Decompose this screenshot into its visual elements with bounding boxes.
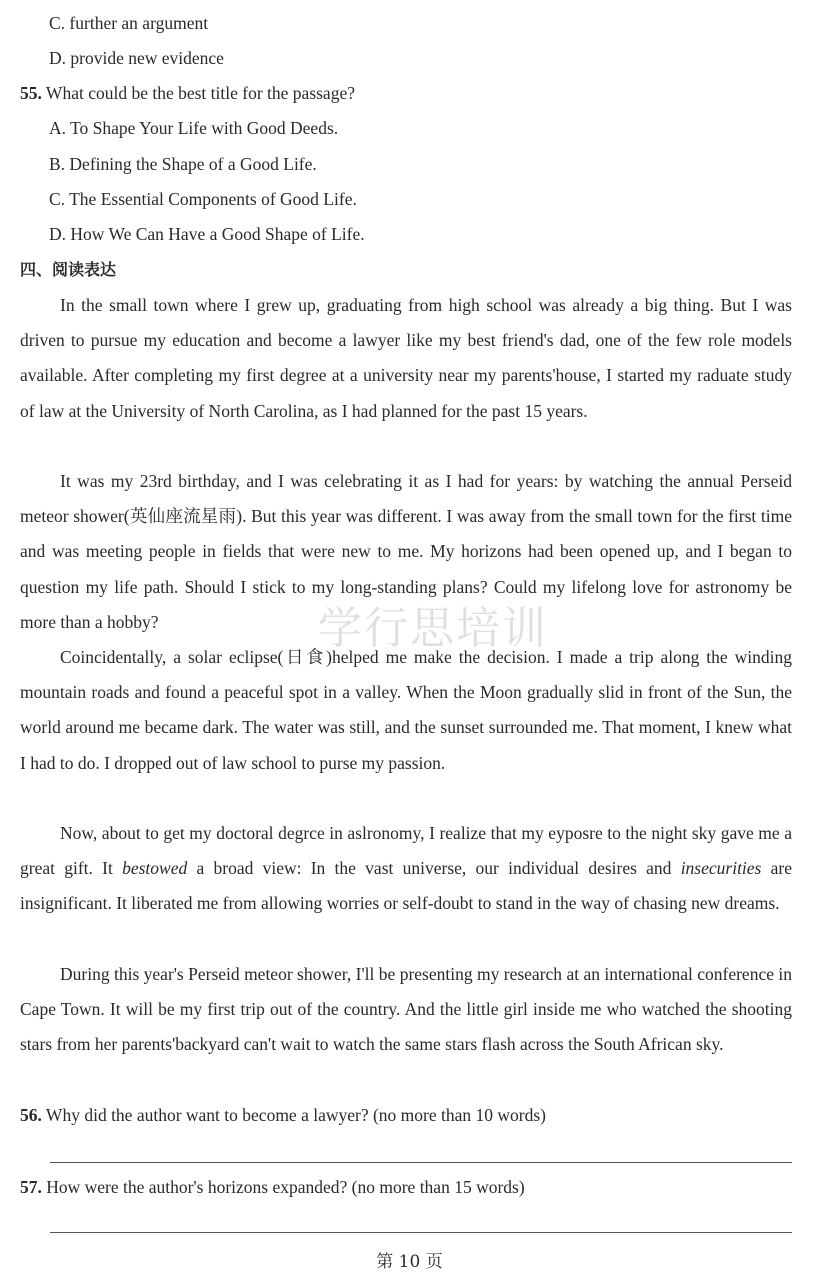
q56-number: 56. <box>20 1105 42 1125</box>
watermark-logo: 学行思培训 <box>318 603 548 654</box>
q57-text: How were the author's horizons expanded? (no more than 15 words) <box>41 1177 525 1197</box>
q55-option-b: B. Defining the Shape of a Good Life. <box>49 154 317 174</box>
q55-option-c: C. The Essential Components of Good Life. <box>49 189 357 209</box>
q57-question <box>0 1170 819 1205</box>
q55-question <box>0 76 819 111</box>
p4-part-a: Now, about to get my doctoral degrce in aslronomy, I realize that my eyposre to the night sky gave me a great gift. It <box>20 823 792 879</box>
word-insecurities: insecurities <box>680 858 762 879</box>
passage-paragraph-3: Coincidentally, a solar eclipse(日食)helped me make the decision. I made a trip along the winding mountain roads and found a peaceful spot in a valley. When the Moon gradually slid in front of the Sun, the world around me became dark. The water was still, and the sunset surrounded me. That moment, I knew what I had to do. I dropped out of law school to purse my passion. <box>20 647 792 773</box>
passage-paragraph-5: During this year's Perseid meteor shower, I'll be presenting my research at an international conference in Cape Town. It will be my first trip out of the country. And the little girl inside me who watched the shooting stars from her parents'backyard can't wait to watch the same stars flash across the South African sky. <box>20 964 792 1055</box>
passage-paragraph-4 <box>20 816 792 922</box>
passage-paragraph-2: It was my 23rd birthday, and I was celebrating it as I had for years: by watching the annual Perseid meteor shower(英仙座流星雨). But this year was different. I was away from the small town for the first time and was meeting people in fields that were new to me. My horizons had been opened up, and I began to question my life path. Should I stick to my long-standing plans? Could my lifelong love for astronomy be more than a hobby? <box>20 471 792 632</box>
q54-option-d: D. provide new evidence <box>49 48 224 68</box>
q56-answer-line[interactable] <box>50 1162 792 1163</box>
q56-text: Why did the author want to become a lawyer? (no more than 10 words) <box>41 1105 546 1125</box>
p4-part-c: a broad view: In the vast universe, our individual desires and <box>187 858 681 879</box>
q55-option-a: A. To Shape Your Life with Good Deeds. <box>49 118 339 138</box>
p4-part-e: are insignificant. It liberated me from allowing worries or self-doubt to stand in the way of chasing new dreams. <box>20 858 792 914</box>
passage-paragraph-1: In the small town where I grew up, graduating from high school was already a big thing. But I was driven to pursue my education and become a lawyer like my best friend's dad, one of the few role models available. After completing my first degree at a university near my parents'house, I started my raduate study of law at the University of North Carolina, as I had planned for the past 15 years. <box>20 295 792 421</box>
q55-option-d: D. How We Can Have a Good Shape of Life. <box>49 224 365 244</box>
q55-number: 55. <box>20 83 42 103</box>
page-number: 第 10 页 <box>376 1252 443 1272</box>
q55-text: What could be the best title for the passage? <box>41 83 355 103</box>
word-bestowed: bestowed <box>122 858 188 879</box>
section-heading: 四、阅读表达 <box>20 260 117 279</box>
q56-question <box>0 1098 819 1133</box>
q54-option-c: C. further an argument <box>49 13 209 33</box>
q57-answer-line[interactable] <box>50 1232 792 1233</box>
q57-number: 57. <box>20 1177 42 1197</box>
